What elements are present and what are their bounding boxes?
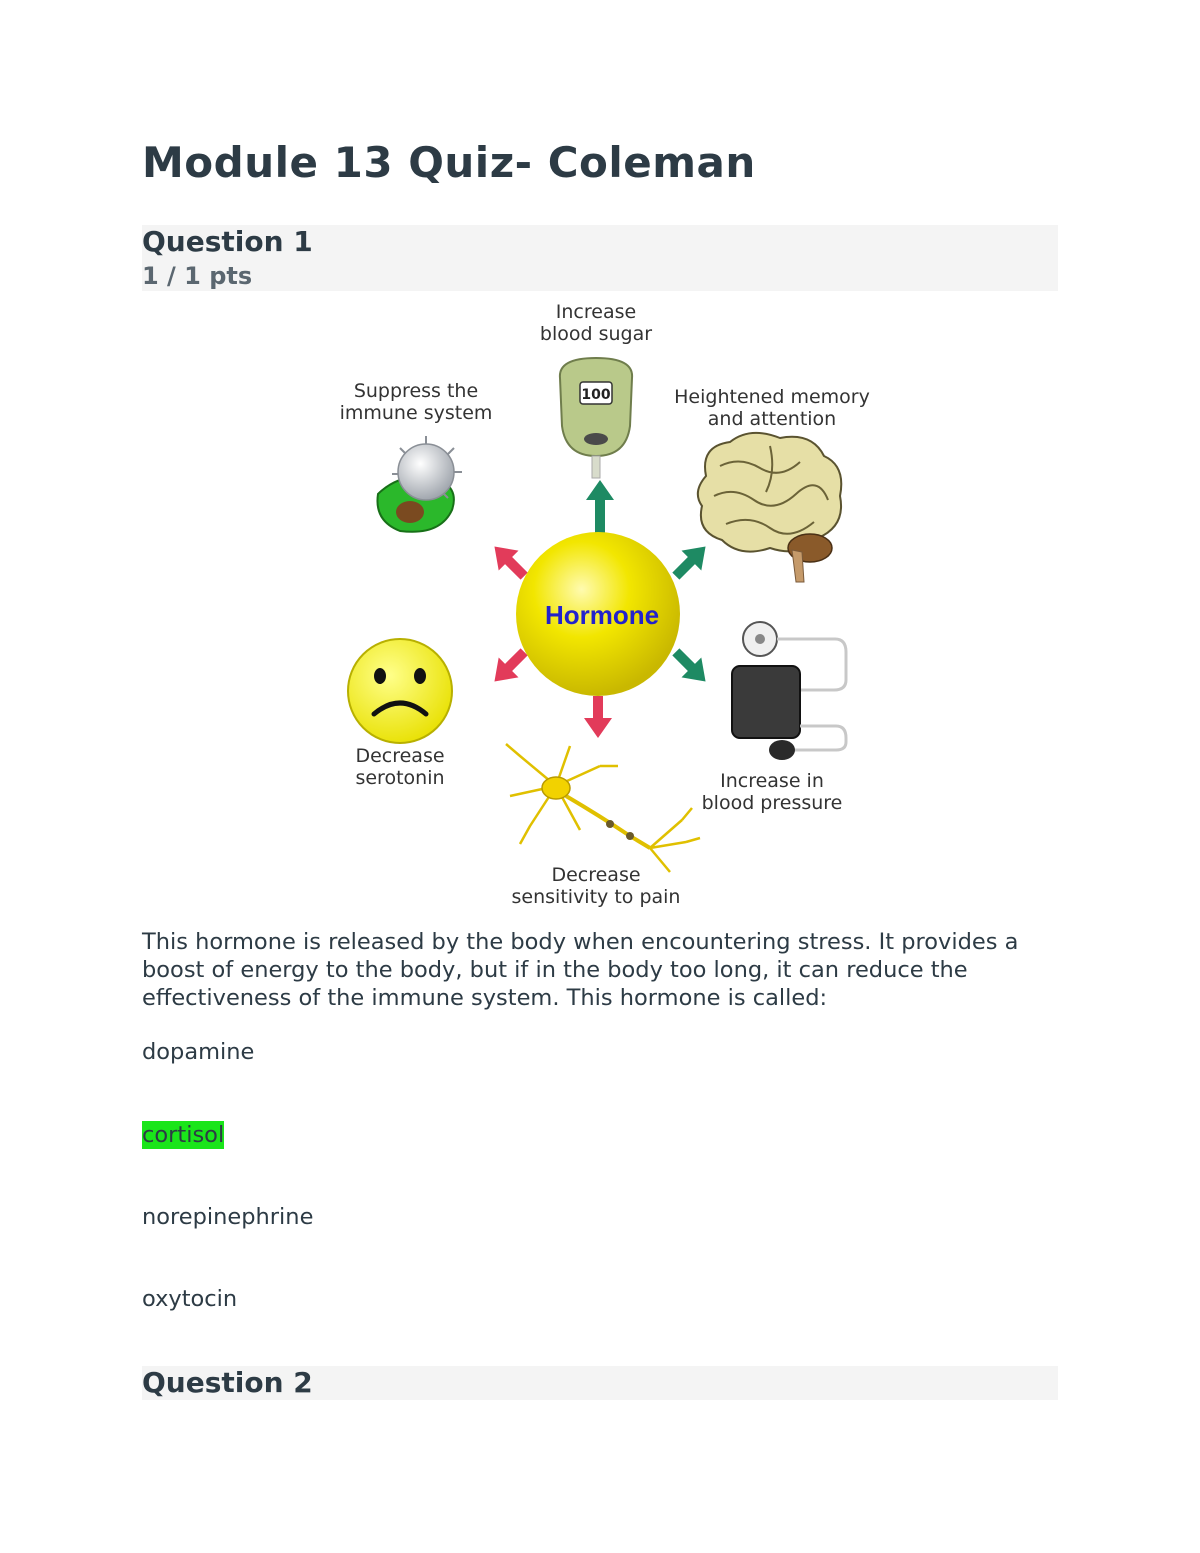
arrow-up-icon [586, 480, 614, 534]
answer-oxytocin[interactable]: oxytocin [142, 1286, 238, 1312]
answer-norepinephrine[interactable]: norepinephrine [142, 1204, 314, 1230]
answer-cortisol[interactable]: cortisol [142, 1122, 225, 1148]
glucose-meter-icon [560, 358, 632, 478]
question-2-header [142, 1366, 1058, 1400]
question-1-header [142, 225, 1058, 291]
neuron-icon [506, 744, 700, 872]
neuron-body-icon [542, 777, 570, 799]
label-blood-pressure: Increase in blood pressure [701, 770, 843, 814]
question-2-title: Question 2 [142, 1366, 313, 1399]
hormone-effects-diagram [330, 296, 890, 916]
question-1-title: Question 1 [142, 225, 313, 258]
label-serotonin: Decrease serotonin [355, 745, 445, 789]
label-memory: Heightened memory and attention [674, 386, 870, 430]
question-1-text: This hormone is released by the body when encountering stress. It provides a boost of energy to the body, but if in the body too long, it can reduce the effectiveness of the immune system. This hormone is called: [142, 929, 1019, 1011]
hormone-label: Hormone [544, 600, 660, 630]
immune-cell-icon [377, 436, 462, 532]
label-immune: Suppress the immune system [339, 380, 493, 424]
svg-text:100: 100 [581, 387, 611, 403]
answer-dopamine[interactable]: dopamine [142, 1039, 255, 1065]
brain-icon [698, 433, 841, 582]
page-title: Module 13 Quiz- Coleman [142, 138, 756, 187]
question-1-points: 1 / 1 pts [142, 262, 253, 290]
arrow-upright-icon [666, 537, 715, 586]
sad-face-icon [348, 639, 452, 743]
arrow-downright-icon [666, 642, 715, 691]
neuron-node-icon [606, 820, 614, 828]
neuron-node-icon [626, 832, 634, 840]
label-pain: Decrease sensitivity to pain [511, 864, 681, 908]
arrow-down-icon [584, 696, 612, 738]
label-blood-sugar: Increase blood sugar [539, 301, 653, 345]
blood-pressure-cuff-icon [732, 622, 846, 760]
